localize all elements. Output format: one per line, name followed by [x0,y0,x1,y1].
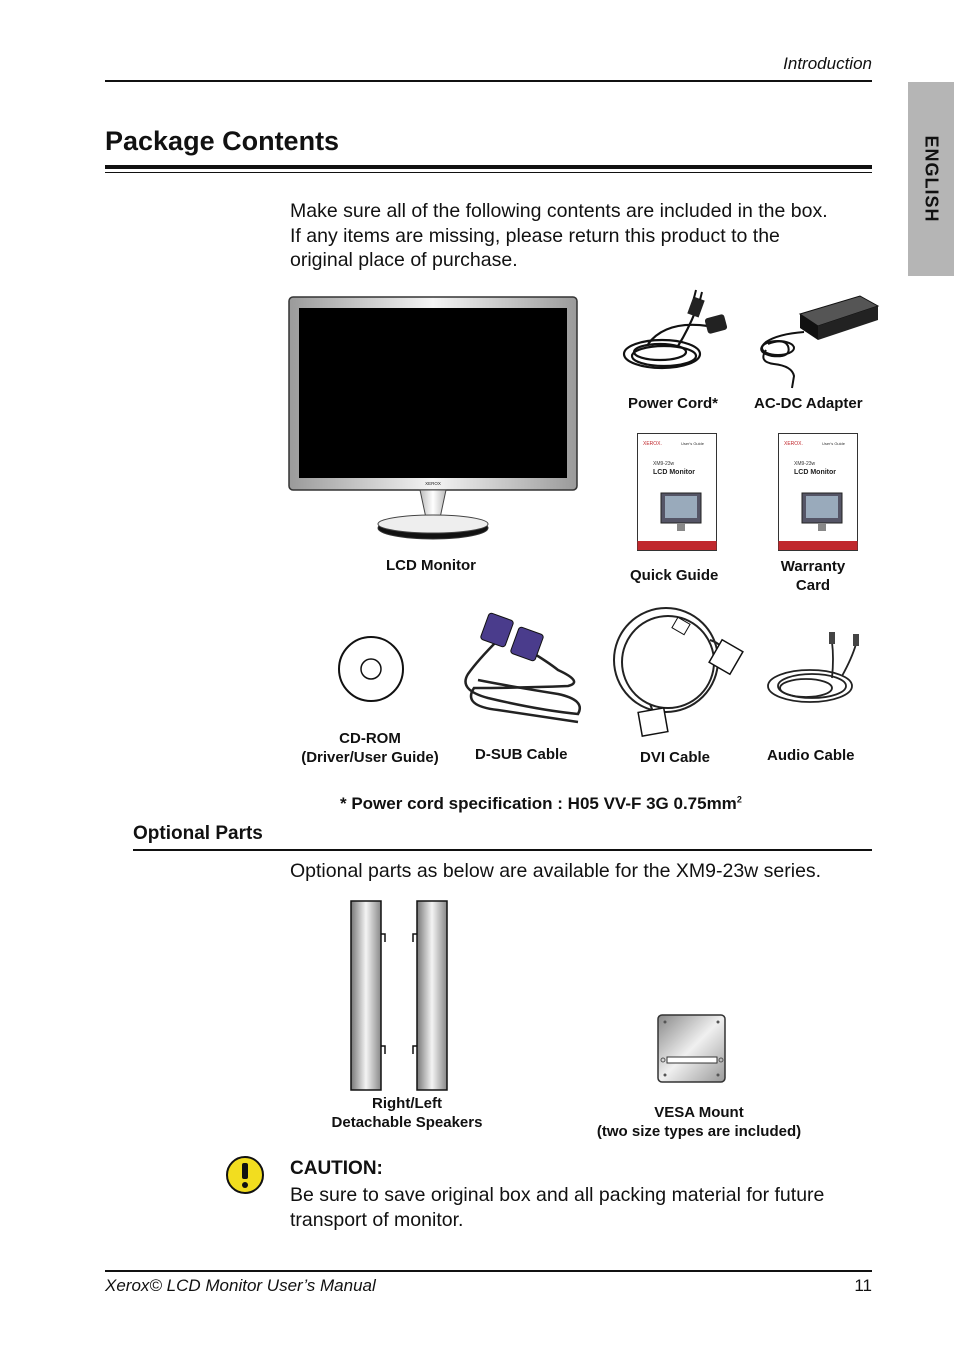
section-header: Introduction [783,54,872,73]
optional-parts-rule [133,849,872,851]
lcd-monitor-illustration [288,296,580,542]
warranty-caption-line-2: Card [795,577,831,594]
title-rule-thin [105,172,872,173]
warranty-cover-title: User's Guide [822,441,845,446]
ac-dc-adapter-illustration [748,292,880,392]
monitor-logo: XEROX [425,481,441,486]
footnote-superscript: 2 [736,794,742,805]
warranty-card-illustration [778,433,858,551]
audio-cable-caption: Audio Cable [767,747,855,764]
audio-cable-illustration [762,628,864,708]
vesa-mount-illustration [657,1014,727,1084]
speakers-caption-line-2: Detachable Speakers [331,1114,483,1131]
ac-dc-adapter-caption: AC-DC Adapter [754,395,863,412]
page-number: 11 [854,1276,872,1295]
quick-guide-model: XM9-23w [653,461,675,467]
intro-line-1: Make sure all of the following contents are included in the box. [290,200,828,222]
intro-line-2: If any items are missing, please return this product to the [290,224,780,247]
title-rule-thick [105,165,872,169]
page-title: Package Contents [105,126,340,156]
quick-guide-product: LCD Monitor [653,469,695,476]
dvi-cable-illustration [610,604,744,740]
caution-icon [225,1155,265,1195]
language-tab [908,82,954,276]
quick-guide-illustration [637,433,717,551]
optional-parts-title: Optional Parts [133,823,263,844]
quick-guide-caption: Quick Guide [630,567,719,584]
vesa-mount-caption [589,1103,809,1141]
footer-manual-title: Xerox© LCD Monitor User’s Manual [105,1276,376,1295]
warranty-card-caption [778,557,848,595]
quick-guide-brand: XEROX. [643,441,662,447]
footnote-text: * Power cord specification : H05 VV-F 3G 0.75mm [340,794,737,813]
power-cord-illustration [618,290,734,382]
cd-rom-illustration [337,635,405,703]
intro-line-3: original place of purchase. [290,249,518,271]
power-cord-caption: Power Cord* [628,395,719,412]
caution-title: CAUTION: [290,1158,383,1179]
intro-paragraph [290,199,870,273]
speakers-illustration [350,900,450,1092]
vesa-caption-line-2: (two size types are included) [596,1123,802,1140]
warranty-product: LCD Monitor [794,469,836,476]
warranty-model: XM9-23w [794,461,816,467]
dvi-cable-caption: DVI Cable [640,749,711,766]
cd-rom-caption-line-1: CD-ROM [339,730,401,747]
vesa-caption-line-1: VESA Mount [654,1104,744,1121]
optional-parts-text: Optional parts as below are available for the XM9-23w series. [290,860,822,882]
d-sub-cable-illustration [458,610,586,728]
quick-guide-cover-title: User's Guide [681,441,704,446]
cd-rom-caption [295,729,445,767]
cd-rom-caption-line-2: (Driver/User Guide) [301,749,439,766]
caution-line-2: transport of monitor. [290,1209,464,1231]
warranty-brand: XEROX. [784,441,803,447]
language-tab-label: ENGLISH [921,135,942,223]
d-sub-cable-caption: D-SUB Cable [475,746,568,763]
speakers-caption [325,1094,489,1132]
speakers-caption-line-1: Right/Left [372,1095,442,1112]
power-cord-footnote [340,794,742,814]
footer-rule [105,1270,872,1272]
warranty-caption-line-1: Warranty [780,558,846,575]
caution-text [290,1183,870,1233]
lcd-monitor-caption: LCD Monitor [386,557,476,574]
caution-line-1: Be sure to save original box and all packing material for future [290,1184,825,1206]
header-rule [105,80,872,82]
